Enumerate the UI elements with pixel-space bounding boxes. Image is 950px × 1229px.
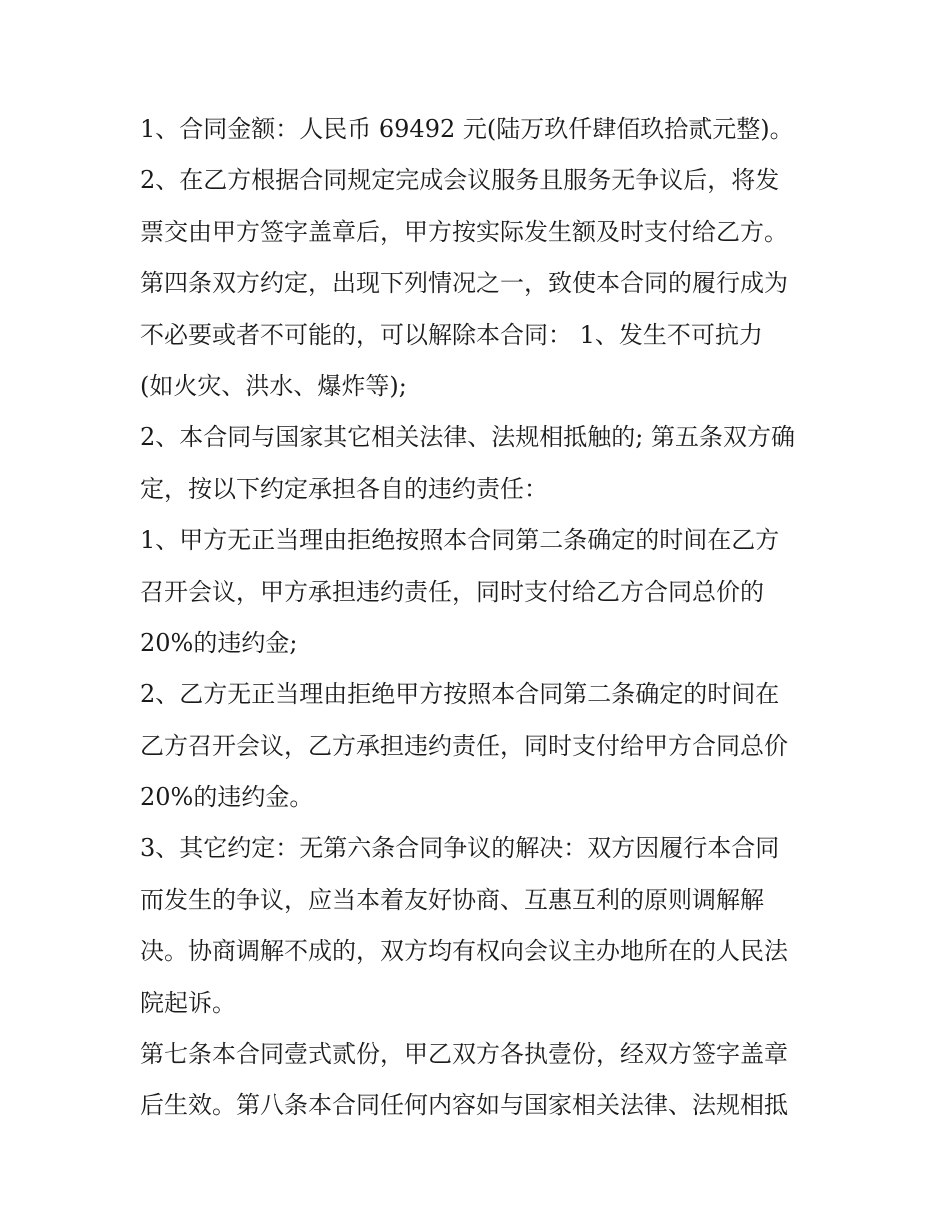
text-line: 后生效。第八条本合同任何内容如与国家相关法律、法规相抵 [140,1091,788,1120]
text-line: 2、乙方无正当理由拒绝甲方按照本合同第二条确定的时间在 [140,680,780,709]
text-line: 2、本合同与国家其它相关法律、法规相抵触的; 第五条双方确 [140,423,795,452]
text-line: (如火灾、洪水、爆炸等); [140,371,407,400]
document-body [140,104,820,1132]
text-line: 20%的违约金。 [140,783,314,812]
text-line: 乙方召开会议，乙方承担违约责任，同时支付给甲方合同总价 [140,731,788,760]
text-line: 第七条本合同壹式贰份，甲乙双方各执壹份，经双方签字盖章 [140,1040,788,1069]
text-line: 1、甲方无正当理由拒绝按照本合同第二条确定的时间在乙方 [140,526,780,555]
text-line: 3、其它约定：无第六条合同争议的解决：双方因履行本合同 [140,834,780,863]
text-line: 院起诉。 [140,988,236,1017]
text-line: 定，按以下约定承担各自的违约责任： [140,474,548,503]
text-line: 1、合同金额：人民币 69492 元(陆万玖仟肆佰玖拾贰元整)。 [140,115,794,143]
text-line: 决。协商调解不成的，双方均有权向会议主办地所在的人民法 [140,937,788,966]
text-line: 票交由甲方签字盖章后，甲方按实际发生额及时支付给乙方。 [140,217,788,246]
text-line: 而发生的争议，应当本着友好协商、互惠互利的原则调解解 [140,885,764,914]
text-line: 2、在乙方根据合同规定完成会议服务且服务无争议后，将发 [140,166,780,195]
text-line: 召开会议，甲方承担违约责任，同时支付给乙方合同总价的 [140,577,764,606]
text-line: 不必要或者不可能的，可以解除本合同： 1、发生不可抗力 [140,320,763,349]
text-line: 第四条双方约定，出现下列情况之一，致使本合同的履行成为 [140,269,788,298]
text-line: 20%的违约金; [140,628,298,657]
